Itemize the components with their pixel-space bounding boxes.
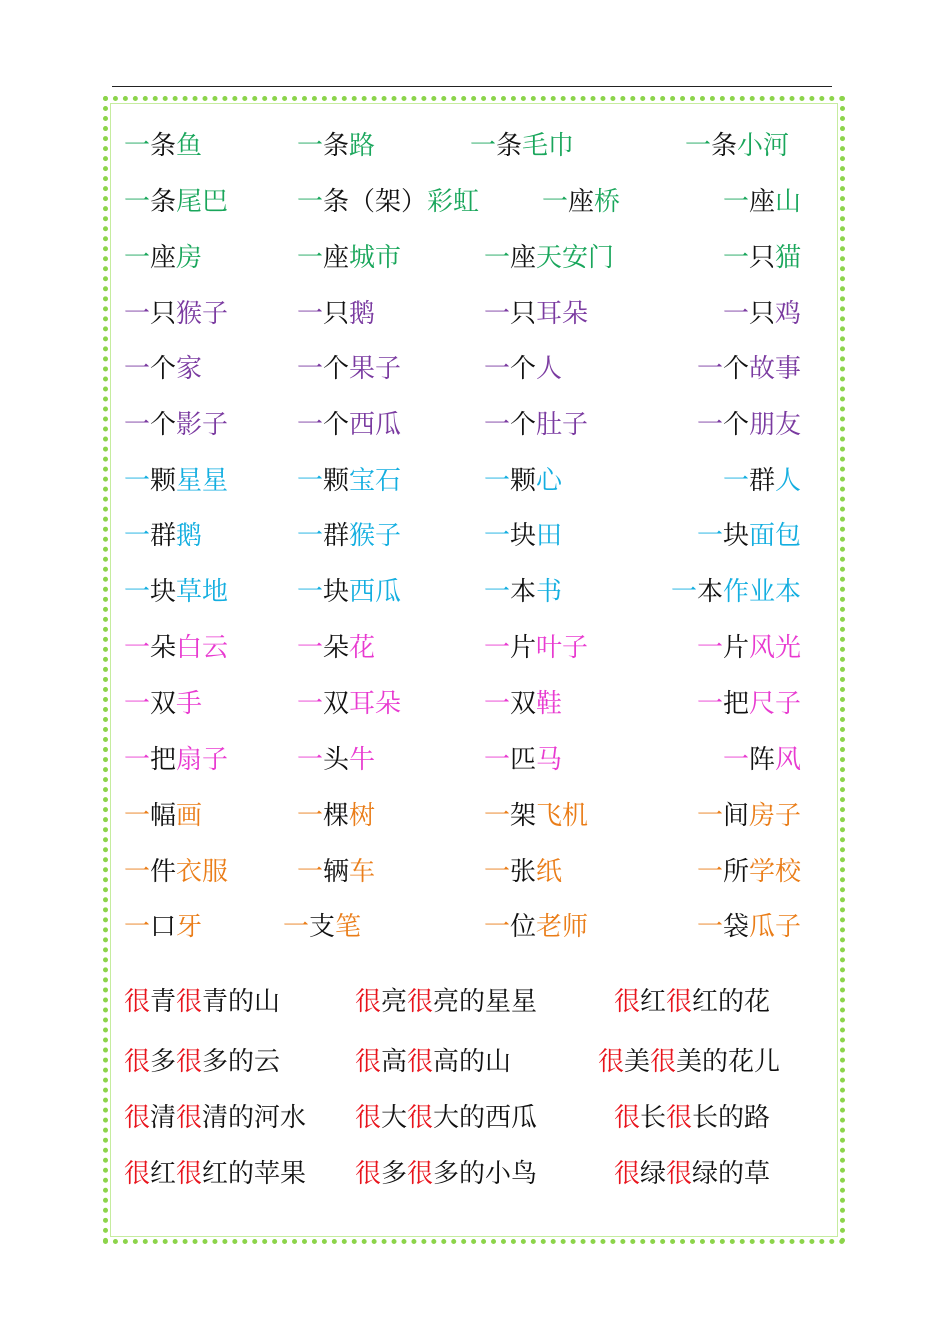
measure-phrase <box>283 911 361 943</box>
hen-word: 很 <box>176 1159 203 1189</box>
classifier-text: 一颗 <box>124 466 177 496</box>
reduplication-phrase <box>124 986 280 1018</box>
classifier-text: 一只 <box>297 299 350 329</box>
phrase-text: 红 <box>640 987 667 1017</box>
noun-text: 耳朵 <box>536 299 589 329</box>
phrase-text: 高的山 <box>433 1047 512 1077</box>
classifier-text: 一块 <box>297 577 350 607</box>
classifier-text: 一个 <box>696 354 749 384</box>
measure-phrase <box>484 353 562 385</box>
measure-phrase <box>297 744 375 776</box>
classifier-text: 一个 <box>297 410 350 440</box>
measure-phrase <box>470 130 574 162</box>
measure-phrase <box>297 465 401 497</box>
measure-phrase <box>297 800 375 832</box>
measure-phrase <box>697 632 801 664</box>
measure-phrase <box>484 632 588 664</box>
noun-text: 鞋 <box>536 689 563 719</box>
noun-text: 尺子 <box>748 689 801 719</box>
hen-word: 很 <box>124 1047 151 1077</box>
phrase-text: 红的苹果 <box>202 1159 307 1189</box>
classifier-text: 一件 <box>124 857 177 887</box>
noun-text: 学校 <box>748 857 801 887</box>
phrase-text: 多的云 <box>202 1047 281 1077</box>
phrase-text: 多的小鸟 <box>433 1159 538 1189</box>
classifier-text: 一群 <box>722 466 775 496</box>
measure-phrase <box>484 800 588 832</box>
noun-text: 尾巴 <box>176 187 229 217</box>
noun-text: 路 <box>349 131 376 161</box>
phrase-text: 清 <box>150 1103 177 1133</box>
hen-word: 很 <box>407 1103 434 1133</box>
classifier-text: 一个 <box>124 354 177 384</box>
phrase-text: 长的路 <box>692 1103 771 1133</box>
measure-phrase <box>124 688 202 720</box>
classifier-text: 一只 <box>124 299 177 329</box>
measure-phrase <box>484 242 614 274</box>
measure-phrase <box>484 465 562 497</box>
classifier-text: 一袋 <box>696 912 749 942</box>
classifier-text: 一张 <box>484 857 537 887</box>
hen-word: 很 <box>355 987 382 1017</box>
noun-text: 纸 <box>536 857 563 887</box>
classifier-text: 一把 <box>696 689 749 719</box>
classifier-text: 一群 <box>124 521 177 551</box>
classifier-text: 一座 <box>722 187 775 217</box>
measure-phrase <box>484 688 562 720</box>
measure-phrase <box>297 576 401 608</box>
measure-phrase <box>697 688 801 720</box>
classifier-text: 一条 <box>124 187 177 217</box>
classifier-text: 一块 <box>696 521 749 551</box>
noun-text: 星星 <box>176 466 229 496</box>
noun-text: 家 <box>176 354 203 384</box>
measure-phrase <box>124 632 228 664</box>
noun-text: 作业本 <box>722 577 801 607</box>
phrase-text: 清的河水 <box>202 1103 307 1133</box>
noun-text: 飞机 <box>536 801 589 831</box>
noun-text: 田 <box>536 521 563 551</box>
classifier-text: 一双 <box>297 689 350 719</box>
measure-phrase <box>297 242 401 274</box>
phrase-text: 亮 <box>381 987 408 1017</box>
phrase-text: 长 <box>640 1103 667 1133</box>
noun-text: 耳朵 <box>349 689 402 719</box>
hen-word: 很 <box>124 987 151 1017</box>
classifier-text: 一条 <box>685 131 738 161</box>
classifier-text: 一只 <box>722 299 775 329</box>
noun-text: 牛 <box>349 745 376 775</box>
reduplication-phrase <box>614 1158 770 1190</box>
hen-word: 很 <box>355 1159 382 1189</box>
measure-phrase <box>542 186 620 218</box>
classifier-text: 一条 <box>470 131 523 161</box>
reduplication-phrase <box>355 986 537 1018</box>
noun-text: 鹅 <box>176 521 203 551</box>
measure-phrase <box>697 911 801 943</box>
phrase-text: 绿 <box>640 1159 667 1189</box>
noun-text: 衣服 <box>176 857 229 887</box>
reduplication-phrase <box>355 1046 511 1078</box>
reduplication-phrase <box>355 1102 537 1134</box>
measure-phrase <box>484 744 562 776</box>
classifier-text: 一位 <box>484 912 537 942</box>
classifier-text: 一本 <box>484 577 537 607</box>
reduplication-phrase <box>124 1158 306 1190</box>
classifier-text: 一个 <box>297 354 350 384</box>
noun-text: 肚子 <box>536 410 589 440</box>
phrase-text: 多 <box>150 1047 177 1077</box>
header-rule <box>112 86 832 87</box>
noun-text: 扇子 <box>176 745 229 775</box>
noun-text: 城市 <box>349 243 402 273</box>
measure-phrase <box>297 632 375 664</box>
measure-phrase <box>124 576 228 608</box>
classifier-text: 一颗 <box>484 466 537 496</box>
classifier-text: 一所 <box>696 857 749 887</box>
hen-word: 很 <box>355 1047 382 1077</box>
measure-phrase <box>124 520 202 552</box>
measure-phrase <box>124 409 228 441</box>
measure-phrase <box>723 298 801 330</box>
reduplication-phrase <box>355 1158 537 1190</box>
measure-phrase <box>297 856 375 888</box>
hen-word: 很 <box>614 1103 641 1133</box>
measure-phrase <box>124 298 228 330</box>
measure-phrase <box>297 409 401 441</box>
noun-text: 草地 <box>176 577 229 607</box>
phrase-text: 多 <box>381 1159 408 1189</box>
classifier-text: 一朵 <box>297 633 350 663</box>
classifier-text: 一条 <box>297 131 350 161</box>
measure-phrase <box>124 130 202 162</box>
classifier-text: 一块 <box>124 577 177 607</box>
noun-text: 白云 <box>176 633 229 663</box>
classifier-text: 一匹 <box>484 745 537 775</box>
classifier-text: 一条（架） <box>297 187 428 217</box>
noun-text: 笔 <box>335 912 362 942</box>
phrase-text: 亮的星星 <box>433 987 538 1017</box>
hen-word: 很 <box>407 1047 434 1077</box>
measure-phrase <box>723 744 801 776</box>
measure-phrase <box>124 856 228 888</box>
measure-phrase <box>685 130 789 162</box>
measure-phrase <box>124 465 228 497</box>
noun-text: 心 <box>536 466 563 496</box>
noun-text: 人 <box>774 466 801 496</box>
classifier-text: 一支 <box>283 912 336 942</box>
noun-text: 叶子 <box>536 633 589 663</box>
phrase-text: 青的山 <box>202 987 281 1017</box>
phrase-text: 大的西瓜 <box>433 1103 538 1133</box>
noun-text: 鸡 <box>774 299 801 329</box>
noun-text: 牙 <box>176 912 203 942</box>
measure-phrase <box>697 856 801 888</box>
hen-word: 很 <box>176 1103 203 1133</box>
reduplication-phrase <box>124 1102 306 1134</box>
hen-word: 很 <box>407 1159 434 1189</box>
reduplication-phrase <box>614 986 770 1018</box>
noun-text: 故事 <box>748 354 801 384</box>
hen-word: 很 <box>407 987 434 1017</box>
noun-text: 猴子 <box>349 521 402 551</box>
classifier-text: 一棵 <box>297 801 350 831</box>
noun-text: 桥 <box>594 187 621 217</box>
classifier-text: 一朵 <box>124 633 177 663</box>
hen-word: 很 <box>176 1047 203 1077</box>
noun-text: 老师 <box>536 912 589 942</box>
noun-text: 花 <box>349 633 376 663</box>
noun-text: 车 <box>349 857 376 887</box>
classifier-text: 一片 <box>696 633 749 663</box>
noun-text: 小河 <box>737 131 790 161</box>
noun-text: 鹅 <box>349 299 376 329</box>
measure-phrase <box>723 186 801 218</box>
measure-phrase <box>297 520 401 552</box>
measure-phrase <box>697 353 801 385</box>
noun-text: 彩虹 <box>427 187 480 217</box>
hen-word: 很 <box>666 1103 693 1133</box>
classifier-text: 一架 <box>484 801 537 831</box>
hen-word: 很 <box>176 987 203 1017</box>
measure-phrase <box>124 911 202 943</box>
classifier-text: 一条 <box>124 131 177 161</box>
noun-text: 天安门 <box>536 243 615 273</box>
measure-phrase <box>484 520 562 552</box>
measure-phrase <box>697 409 801 441</box>
classifier-text: 一头 <box>297 745 350 775</box>
classifier-text: 一群 <box>297 521 350 551</box>
classifier-text: 一个 <box>484 354 537 384</box>
phrase-text: 高 <box>381 1047 408 1077</box>
measure-phrase <box>297 688 401 720</box>
classifier-text: 一把 <box>124 745 177 775</box>
noun-text: 马 <box>536 745 563 775</box>
noun-text: 瓜子 <box>748 912 801 942</box>
measure-phrase <box>484 911 588 943</box>
phrase-text: 红 <box>150 1159 177 1189</box>
noun-text: 书 <box>536 577 563 607</box>
classifier-text: 一座 <box>297 243 350 273</box>
classifier-text: 一间 <box>696 801 749 831</box>
classifier-text: 一幅 <box>124 801 177 831</box>
reduplication-phrase <box>598 1046 780 1078</box>
noun-text: 山 <box>774 187 801 217</box>
phrase-text: 美 <box>624 1047 651 1077</box>
noun-text: 风 <box>774 745 801 775</box>
noun-text: 果子 <box>349 354 402 384</box>
measure-phrase <box>671 576 801 608</box>
classifier-text: 一颗 <box>297 466 350 496</box>
classifier-text: 一辆 <box>297 857 350 887</box>
classifier-text: 一座 <box>542 187 595 217</box>
noun-text: 猴子 <box>176 299 229 329</box>
noun-text: 人 <box>536 354 563 384</box>
hen-word: 很 <box>355 1103 382 1133</box>
reduplication-phrase <box>124 1046 280 1078</box>
measure-phrase <box>124 186 228 218</box>
hen-word: 很 <box>650 1047 677 1077</box>
classifier-text: 一双 <box>484 689 537 719</box>
phrase-text: 红的花 <box>692 987 771 1017</box>
classifier-text: 一口 <box>124 912 177 942</box>
measure-phrase <box>124 242 202 274</box>
measure-phrase <box>297 353 401 385</box>
measure-phrase <box>124 800 202 832</box>
hen-word: 很 <box>666 987 693 1017</box>
hen-word: 很 <box>124 1159 151 1189</box>
classifier-text: 一个 <box>696 410 749 440</box>
classifier-text: 一只 <box>484 299 537 329</box>
phrase-text: 青 <box>150 987 177 1017</box>
classifier-text: 一座 <box>124 243 177 273</box>
measure-phrase <box>723 465 801 497</box>
noun-text: 毛巾 <box>522 131 575 161</box>
classifier-text: 一个 <box>484 410 537 440</box>
classifier-text: 一阵 <box>722 745 775 775</box>
measure-phrase <box>297 298 375 330</box>
classifier-text: 一双 <box>124 689 177 719</box>
noun-text: 面包 <box>748 521 801 551</box>
measure-phrase <box>124 353 202 385</box>
noun-text: 猫 <box>774 243 801 273</box>
measure-phrase <box>697 520 801 552</box>
phrase-text: 绿的草 <box>692 1159 771 1189</box>
classifier-text: 一只 <box>722 243 775 273</box>
reduplication-phrase <box>614 1102 770 1134</box>
measure-phrase <box>484 856 562 888</box>
noun-text: 西瓜 <box>349 577 402 607</box>
classifier-text: 一块 <box>484 521 537 551</box>
noun-text: 房 <box>176 243 203 273</box>
noun-text: 朋友 <box>748 410 801 440</box>
classifier-text: 一个 <box>124 410 177 440</box>
noun-text: 鱼 <box>176 131 203 161</box>
classifier-text: 一本 <box>670 577 723 607</box>
measure-phrase <box>484 298 588 330</box>
classifier-text: 一座 <box>484 243 537 273</box>
noun-text: 影子 <box>176 410 229 440</box>
noun-text: 画 <box>176 801 203 831</box>
hen-word: 很 <box>598 1047 625 1077</box>
hen-word: 很 <box>614 1159 641 1189</box>
measure-phrase <box>484 576 562 608</box>
classifier-text: 一片 <box>484 633 537 663</box>
measure-phrase <box>484 409 588 441</box>
noun-text: 树 <box>349 801 376 831</box>
noun-text: 宝石 <box>349 466 402 496</box>
phrase-text: 美的花儿 <box>676 1047 781 1077</box>
noun-text: 手 <box>176 689 203 719</box>
measure-phrase <box>297 130 375 162</box>
hen-word: 很 <box>666 1159 693 1189</box>
measure-phrase <box>697 800 801 832</box>
noun-text: 西瓜 <box>349 410 402 440</box>
noun-text: 房子 <box>748 801 801 831</box>
measure-phrase <box>723 242 801 274</box>
phrase-text: 大 <box>381 1103 408 1133</box>
measure-phrase <box>124 744 228 776</box>
hen-word: 很 <box>614 987 641 1017</box>
measure-phrase <box>297 186 479 218</box>
hen-word: 很 <box>124 1103 151 1133</box>
noun-text: 风光 <box>748 633 801 663</box>
